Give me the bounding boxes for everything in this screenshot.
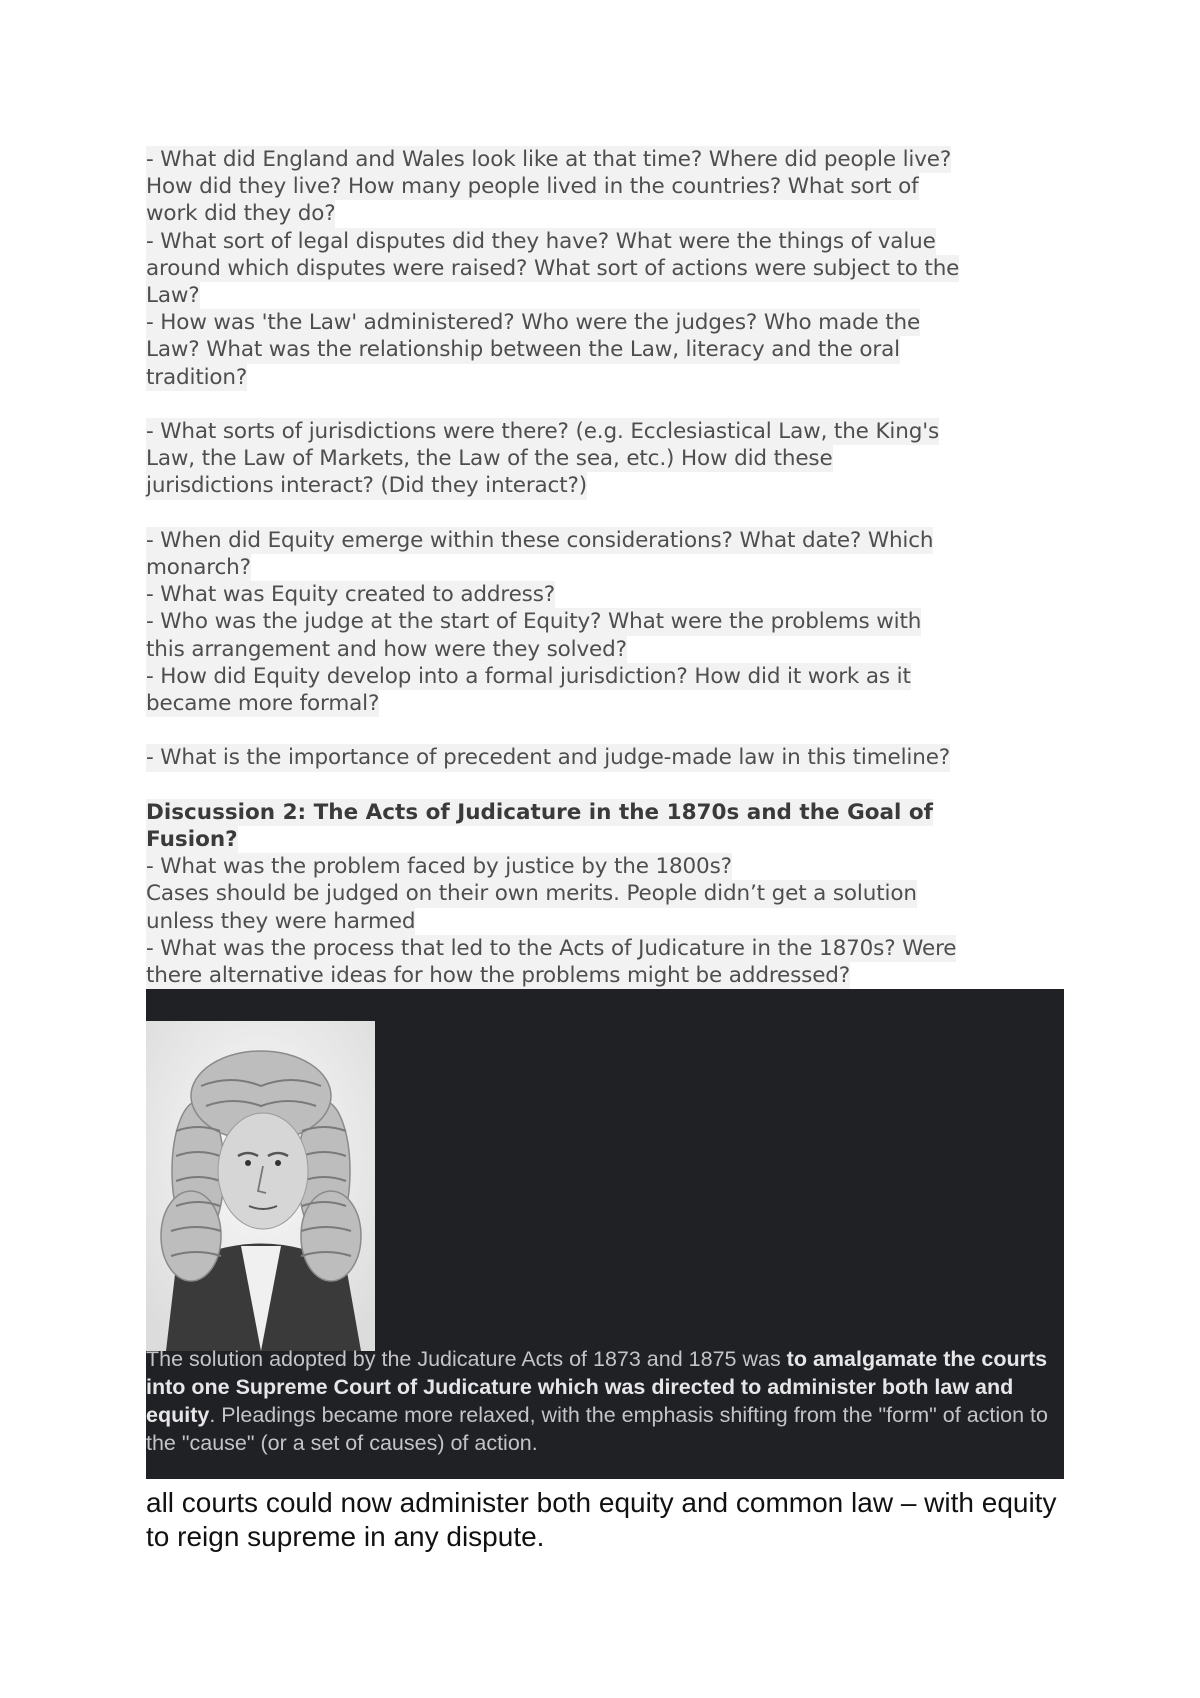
document-body bbox=[146, 146, 1076, 989]
text-line: around which disputes were raised? What sort of actions were subject to the bbox=[146, 255, 960, 281]
text-line: - What did England and Wales look like at that time? Where did people live? bbox=[146, 147, 952, 172]
paragraph-gap bbox=[146, 500, 1076, 527]
conclusion-text: all courts could now administer both equity and common law – with equity to reign supreme in any dispute. bbox=[146, 1487, 1057, 1552]
text-line: there alternative ideas for how the problems might be addressed? bbox=[146, 963, 851, 989]
text-line: became more formal? bbox=[146, 691, 380, 717]
paragraph-gap bbox=[146, 391, 1076, 418]
text-line: How did they live? How many people lived in the countries? What sort of bbox=[146, 174, 919, 200]
quote-text bbox=[146, 1345, 1064, 1457]
judge-portrait-illustration bbox=[146, 1021, 375, 1351]
text-line: Cases should be judged on their own merits. People didn’t get a solution bbox=[146, 881, 917, 907]
text-line: this arrangement and how were they solved? bbox=[146, 636, 627, 662]
text-line: - What sort of legal disputes did they have? What were the things of value bbox=[146, 228, 936, 254]
text-line: - What is the importance of precedent and judge-made law in this timeline? bbox=[146, 745, 951, 771]
text-line: unless they were harmed bbox=[146, 908, 416, 934]
text-line: Law, the Law of Markets, the Law of the sea, etc.) How did these bbox=[146, 446, 833, 472]
quote-block bbox=[146, 989, 1064, 1479]
text-line: jurisdictions interact? (Did they interact?) bbox=[146, 473, 588, 499]
text-line: tradition? bbox=[146, 364, 248, 390]
text-line: Law? bbox=[146, 283, 200, 309]
text-line: - How did Equity develop into a formal jurisdiction? How did it work as it bbox=[146, 663, 911, 689]
text-line: - Who was the judge at the start of Equity? What were the problems with bbox=[146, 609, 922, 635]
text-line: - What sorts of jurisdictions were there? (e.g. Ecclesiastical Law, the King's bbox=[146, 419, 940, 445]
section-heading: Discussion 2: The Acts of Judicature in the 1870s and the Goal of bbox=[146, 799, 933, 825]
questions-block-1 bbox=[146, 146, 1076, 391]
judge-portrait-image bbox=[146, 1021, 375, 1351]
text-line: - How was 'the Law' administered? Who were the judges? Who made the bbox=[146, 310, 921, 336]
text-line: - What was the process that led to the Acts of Judicature in the 1870s? Were bbox=[146, 935, 957, 961]
section-heading: Fusion? bbox=[146, 827, 238, 853]
text-line: Law? What was the relationship between the Law, literacy and the oral bbox=[146, 337, 900, 363]
text-line: - What was the problem faced by justice by the 1800s? bbox=[146, 854, 732, 880]
text-line: monarch? bbox=[146, 555, 251, 581]
paragraph-gap bbox=[146, 772, 1076, 799]
text-line: - What was Equity created to address? bbox=[146, 582, 556, 608]
text-line: - When did Equity emerge within these considerations? What date? Which bbox=[146, 527, 934, 553]
text-line: work did they do? bbox=[146, 201, 336, 227]
quote-text-bold: to amalgamate the courts into one Supreme Court of Judicature which was directed to administer both law and equity bbox=[146, 1347, 1048, 1427]
questions-block-2 bbox=[146, 418, 1076, 500]
quote-text-part1: The solution adopted by the Judicature Acts of 1873 and 1875 was bbox=[146, 1347, 787, 1371]
paragraph-gap bbox=[146, 717, 1076, 744]
questions-block-4 bbox=[146, 744, 1076, 771]
quote-text-part2: . Pleadings became more relaxed, with the emphasis shifting from the "form" of action to the "cause" (or a set of causes) of action. bbox=[146, 1403, 1048, 1455]
questions-block-3 bbox=[146, 527, 1076, 717]
discussion-2-section bbox=[146, 799, 1076, 989]
